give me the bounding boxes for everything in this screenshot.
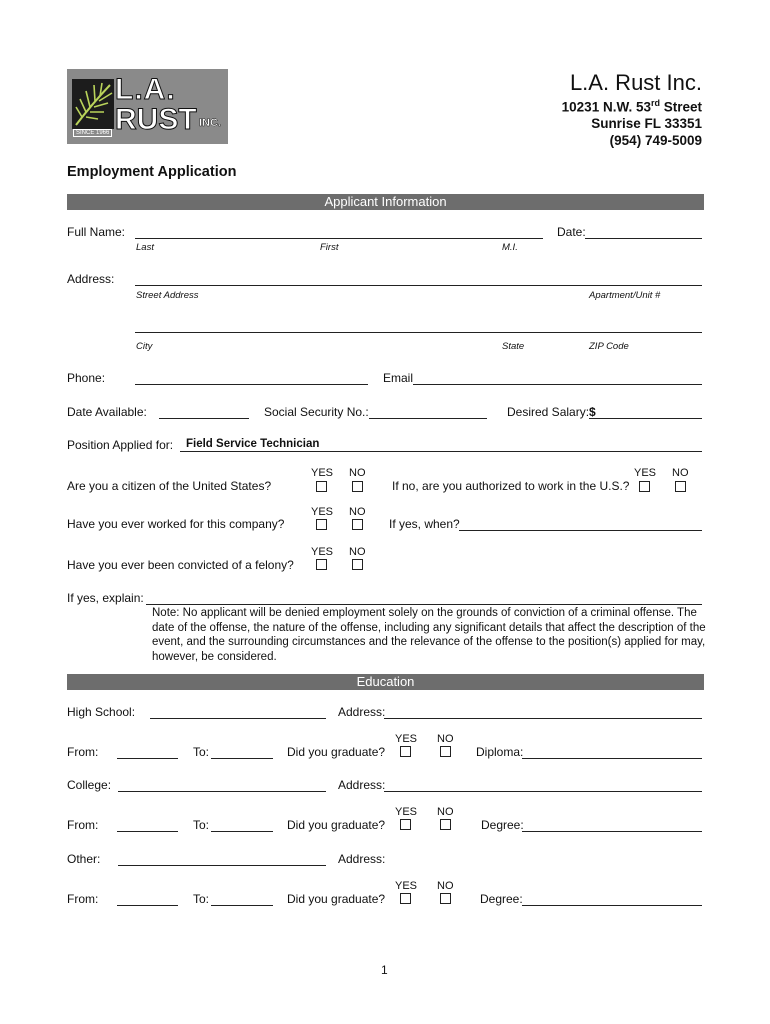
phone-label: Phone: <box>67 371 106 385</box>
address-label: Address: <box>67 272 115 286</box>
full-name-field[interactable] <box>135 238 543 239</box>
apartment-caption: Apartment/Unit # <box>589 290 661 301</box>
worked-yes-checkbox[interactable] <box>316 519 327 530</box>
date-available-field[interactable] <box>159 418 249 419</box>
explain-field[interactable] <box>146 604 702 605</box>
hs-grad-no-label: NO <box>437 733 454 745</box>
felony-note: Note: No applicant will be denied employment solely on the grounds of conviction of a criminal offense. The date of the offense, the nature of the offense, including any significant details that affect the description of the event, and the surrounding circumstances and the relevance of the offense to the position(s) applied for may, however, be considered. <box>152 607 706 663</box>
street-address-caption: Street Address <box>136 290 199 301</box>
college-from-field[interactable] <box>117 831 178 832</box>
college-field[interactable] <box>118 791 326 792</box>
hs-from-label: From: <box>67 745 99 759</box>
worked-yes-label: YES <box>311 506 334 518</box>
company-phone: (954) 749-5009 <box>609 133 702 148</box>
felony-question: Have you ever been convicted of a felony? <box>67 558 294 572</box>
email-label: Email <box>383 371 414 385</box>
company-logo <box>67 69 228 144</box>
date-label: Date: <box>557 225 586 239</box>
diploma-label: Diploma: <box>476 745 524 759</box>
other-to-field[interactable] <box>211 905 273 906</box>
other-address-label: Address: <box>338 852 386 866</box>
authorized-question: If no, are you authorized to work in the U.S.? <box>392 479 630 493</box>
ssn-field[interactable] <box>369 418 487 419</box>
when-field[interactable] <box>459 530 702 531</box>
hs-grad-no-checkbox[interactable] <box>440 746 451 757</box>
form-title: Employment Application <box>67 164 237 180</box>
other-grad-yes-label: YES <box>395 880 418 892</box>
other-from-field[interactable] <box>117 905 178 906</box>
citizen-yes-checkbox[interactable] <box>316 481 327 492</box>
college-address-field[interactable] <box>384 791 702 792</box>
college-to-field[interactable] <box>211 831 273 832</box>
college-grad-no-checkbox[interactable] <box>440 819 451 830</box>
other-graduate-question: Did you graduate? <box>287 892 386 906</box>
worked-question: Have you ever worked for this company? <box>67 517 285 531</box>
other-grad-no-checkbox[interactable] <box>440 893 451 904</box>
section-education: Education <box>67 674 704 690</box>
hs-to-field[interactable] <box>211 758 273 759</box>
city-caption: City <box>136 341 153 352</box>
authorized-yes-checkbox[interactable] <box>639 481 650 492</box>
other-field[interactable] <box>118 865 326 866</box>
explain-label: If yes, explain: <box>67 591 144 605</box>
other-label: Other: <box>67 852 101 866</box>
date-available-label: Date Available: <box>67 405 147 419</box>
college-degree-field[interactable] <box>522 831 702 832</box>
when-label: If yes, when? <box>389 517 460 531</box>
hs-to-label: To: <box>193 745 210 759</box>
page-number: 1 <box>381 963 388 977</box>
zip-caption: ZIP Code <box>589 341 629 352</box>
street-address-field[interactable] <box>135 285 702 286</box>
felony-no-checkbox[interactable] <box>352 559 363 570</box>
citizen-question: Are you a citizen of the United States? <box>67 479 272 493</box>
other-from-label: From: <box>67 892 99 906</box>
citizen-yes-label: YES <box>311 467 334 479</box>
salary-dollar-sign: $ <box>589 405 596 419</box>
high-school-address-label: Address: <box>338 705 386 719</box>
desired-salary-field[interactable] <box>589 418 702 419</box>
college-label: College: <box>67 778 112 792</box>
hs-from-field[interactable] <box>117 758 178 759</box>
citizen-no-checkbox[interactable] <box>352 481 363 492</box>
worked-no-label: NO <box>349 506 366 518</box>
logo-text-inc: INC. <box>199 117 221 129</box>
logo-text-la: L.A. <box>115 73 176 106</box>
worked-no-checkbox[interactable] <box>352 519 363 530</box>
college-graduate-question: Did you graduate? <box>287 818 386 832</box>
college-grad-no-label: NO <box>437 806 454 818</box>
other-grad-no-label: NO <box>437 880 454 892</box>
hs-grad-yes-label: YES <box>395 733 418 745</box>
hs-graduate-question: Did you graduate? <box>287 745 386 759</box>
middle-initial-caption: M.I. <box>502 242 518 253</box>
desired-salary-label: Desired Salary: <box>507 405 590 419</box>
other-degree-field[interactable] <box>522 905 702 906</box>
palm-leaf-icon <box>72 79 114 129</box>
company-city: Sunrise FL 33351 <box>591 116 702 131</box>
college-to-label: To: <box>193 818 210 832</box>
hs-grad-yes-checkbox[interactable] <box>400 746 411 757</box>
college-degree-label: Degree: <box>481 818 524 832</box>
felony-no-label: NO <box>349 546 366 558</box>
city-state-zip-field[interactable] <box>135 332 702 333</box>
phone-field[interactable] <box>135 384 368 385</box>
college-address-label: Address: <box>338 778 386 792</box>
high-school-address-field[interactable] <box>384 718 702 719</box>
logo-text-rust: RUST <box>115 103 197 136</box>
ssn-label: Social Security No.: <box>264 405 369 419</box>
last-name-caption: Last <box>136 242 154 253</box>
citizen-no-label: NO <box>349 467 366 479</box>
high-school-field[interactable] <box>150 718 326 719</box>
section-applicant-information: Applicant Information <box>67 194 704 210</box>
college-from-label: From: <box>67 818 99 832</box>
email-field[interactable] <box>413 384 702 385</box>
authorized-no-checkbox[interactable] <box>675 481 686 492</box>
first-name-caption: First <box>320 242 339 253</box>
felony-yes-label: YES <box>311 546 334 558</box>
company-name: L.A. Rust Inc. <box>569 70 702 95</box>
full-name-label: Full Name: <box>67 225 126 239</box>
company-street: 10231 N.W. 53rd Street <box>561 98 702 115</box>
position-applied-underline <box>180 451 702 452</box>
other-grad-yes-checkbox[interactable] <box>400 893 411 904</box>
high-school-label: High School: <box>67 705 136 719</box>
felony-yes-checkbox[interactable] <box>316 559 327 570</box>
other-to-label: To: <box>193 892 210 906</box>
position-applied-label: Position Applied for: <box>67 438 174 452</box>
state-caption: State <box>502 341 525 352</box>
other-degree-label: Degree: <box>480 892 523 906</box>
college-grad-yes-checkbox[interactable] <box>400 819 411 830</box>
college-grad-yes-label: YES <box>395 806 418 818</box>
date-field[interactable] <box>585 238 702 239</box>
diploma-field[interactable] <box>522 758 702 759</box>
logo-since: SINCE 1966 <box>73 129 112 137</box>
position-applied-value[interactable]: Field Service Technician <box>186 438 320 450</box>
authorized-no-label: NO <box>672 467 689 479</box>
authorized-yes-label: YES <box>634 467 657 479</box>
